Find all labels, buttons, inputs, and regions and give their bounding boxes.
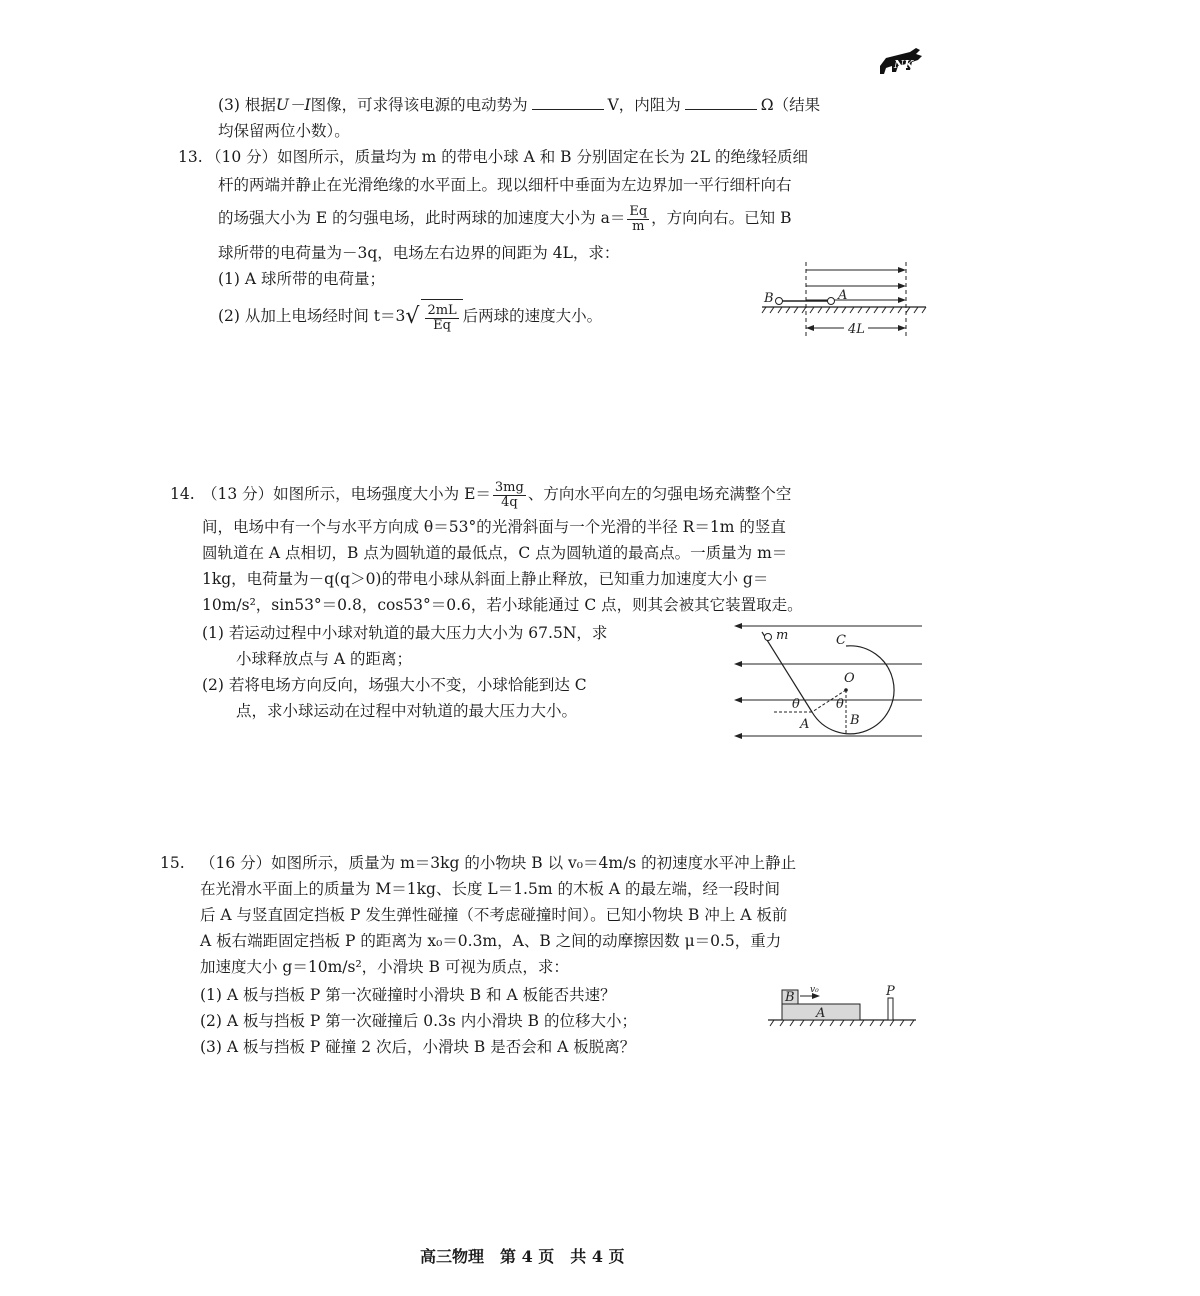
q15-board-diagram [766, 982, 920, 1030]
time-fraction: $\frac{2mL}{Eq}$ [427, 303, 457, 333]
ball-m [765, 634, 772, 641]
page-footer: 高三物理 第 4 页 共 4 页 [420, 1247, 625, 1266]
q13-line-4: 球所带的电荷量为－3q，电场左右边界的间距为 4L，求： [218, 244, 620, 262]
q13-line-3: 的场强大小为 E 的匀强电场，此时两球的加速度大小为 a＝ $\frac{Eq}{m}$ ，方向向右。已知 B [218, 203, 792, 234]
q15-line-5: 加速度大小 g＝10m/s²，小滑块 B 可视为质点，求： [200, 958, 569, 976]
fig15-label-a: A [816, 1006, 826, 1021]
q15-number: 15. [160, 854, 185, 872]
q15-line-1: （16 分）如图所示，质量为 m＝3kg 的小物块 B 以 v₀＝4m/s 的初速度水平冲上静止 [200, 854, 797, 872]
fig14-label-b: B [850, 713, 860, 728]
fig14-label-c: C [836, 633, 846, 648]
q13-line-2: 杆的两端并静止在光滑绝缘的水平面上。现以细杆中垂面为左边界加一平行细杆向右 [218, 176, 792, 194]
q14-line-1: （13 分）如图所示，电场强度大小为 E＝ $\frac{3mg}{4q}$ 、方向水平向左的匀强电场充满整个空 [202, 479, 792, 510]
q14-line-4: 1kg，电荷量为－q(q＞0)的带电小球从斜面上静止释放，已知重力加速度大小 g＝ [202, 570, 769, 588]
q13-field-diagram [760, 258, 930, 342]
logo-text: NK [894, 58, 914, 71]
q15-sub-3: (3) A 板与挡板 P 碰撞 2 次后，小滑块 B 是否会和 A 板脱离？ [200, 1038, 636, 1056]
fig13-label-4l: 4L [848, 322, 865, 337]
barrier-p [888, 998, 893, 1020]
q15-sub-2: (2) A 板与挡板 P 第一次碰撞后 0.3s 内小滑块 B 的位移大小； [200, 1012, 637, 1030]
q15-figure [766, 982, 920, 1030]
q14-sub-2a: (2) 若将电场方向反向，场强大小不变，小球恰能到达 C [202, 676, 587, 694]
q12-line-1: (3) 根据U－I图像，可求得该电源的电动势为 V，内阻为 Ω（结果 [218, 92, 820, 118]
q15-line-2: 在光滑水平面上的质量为 M＝1kg、长度 L＝1.5m 的木板 A 的最左端，经一段时间 [200, 880, 781, 898]
emf-blank[interactable] [532, 93, 604, 110]
q14-sub-2b: 点，求小球运动在过程中对轨道的最大压力大小。 [236, 702, 578, 720]
q14-line-5: 10m/s²，sin53°＝0.8，cos53°＝0.6，若小球能通过 C 点，则其会被其它装置取走。 [202, 596, 803, 614]
fig14-label-a: A [800, 717, 810, 732]
bull-logo-icon [876, 44, 926, 78]
ball-b [776, 298, 783, 305]
q13-line-1: （10 分）如图所示，质量均为 m 的带电小球 A 和 B 分别固定在长为 2L 的绝缘轻质细 [206, 148, 809, 166]
fig14-label-theta-1: θ [792, 697, 800, 712]
q14-line-3: 圆轨道在 A 点相切，B 点为圆轨道的最低点，C 点为圆轨道的最高点。一质量为 m＝ [202, 544, 788, 562]
q13-number: 13. [178, 148, 203, 166]
fig13-label-b: B [764, 291, 774, 306]
q13-figure [760, 258, 930, 342]
logo [876, 44, 926, 78]
q14-sub-1a: (1) 若运动过程中小球对轨道的最大压力大小为 67.5N，求 [202, 624, 608, 642]
fig14-label-theta-2: θ [836, 697, 844, 712]
fig15-label-v: v₀ [810, 985, 819, 995]
q14-sub-1b: 小球释放点与 A 的距离； [236, 650, 413, 668]
q13-sub-1: (1) A 球所带的电荷量； [218, 270, 386, 288]
q14-number: 14. [170, 485, 195, 503]
q14-track-diagram [730, 618, 926, 746]
ball-a [828, 298, 835, 305]
accel-fraction: $\frac{Eq}{m}$ [629, 203, 648, 234]
fig15-label-b: B [785, 990, 795, 1005]
field-fraction: $\frac{3mg}{4q}$ [494, 479, 524, 510]
q13-sub-2: (2) 从加上电场经时间 t＝3√ $\frac{2mL}{Eq}$ 后两球的速度大小。 [218, 298, 602, 336]
q15-line-3: 后 A 与竖直固定挡板 P 发生弹性碰撞（不考虑碰撞时间）。已知小物块 B 冲上 A 板前 [200, 906, 788, 924]
q15-sub-1: (1) A 板与挡板 P 第一次碰撞时小滑块 B 和 A 板能否共速？ [200, 986, 616, 1004]
resistance-blank[interactable] [685, 93, 757, 110]
q12-line-2: 均保留两位小数）。 [218, 122, 350, 140]
q14-figure [730, 618, 926, 746]
fig14-label-o: O [844, 671, 855, 686]
q14-line-2: 间，电场中有一个与水平方向成 θ＝53°的光滑斜面与一个光滑的半径 R＝1m 的竖直 [202, 518, 786, 536]
fig15-label-p: P [886, 984, 895, 999]
q15-line-4: A 板右端距固定挡板 P 的距离为 x₀＝0.3m，A、B 之间的动摩擦因数 μ＝0.5，重力 [200, 932, 782, 950]
fig14-label-m: m [776, 628, 789, 643]
fig13-label-a: A [838, 288, 848, 303]
